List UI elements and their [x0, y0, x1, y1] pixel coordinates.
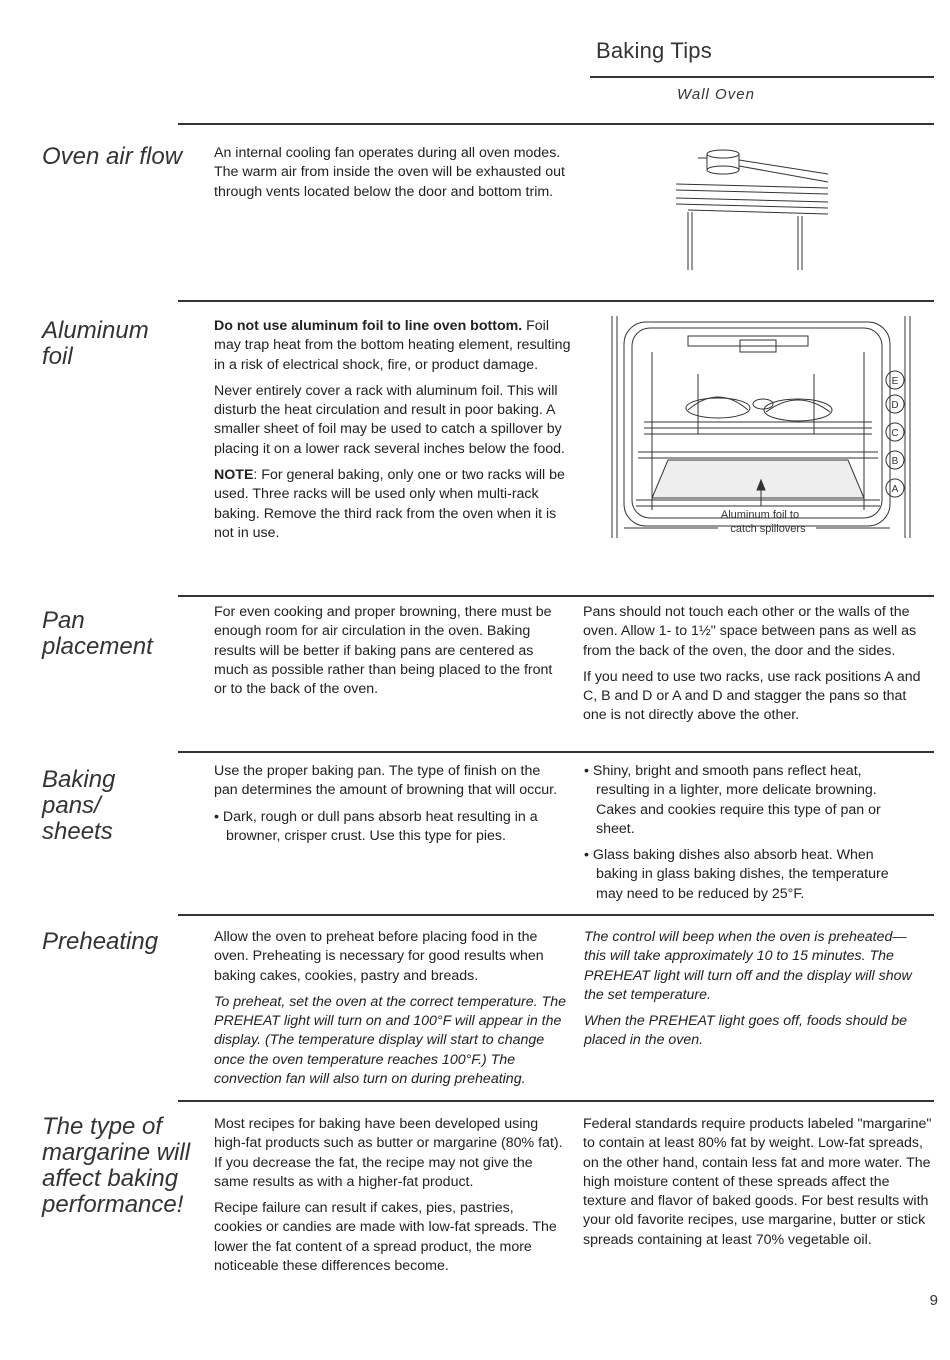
heading-line: Pan: [42, 607, 85, 634]
section-divider: [178, 914, 934, 916]
foil-warning: Do not use aluminum foil to line oven bottom.: [214, 318, 523, 334]
pan-racks-paragraph: If you need to use two racks, use rack positions A and C, B and D or A and D and stagger the pans so that one is not directly above the other.: [583, 668, 921, 724]
heading-line: foil: [42, 343, 73, 370]
oven-racks-illustration: [608, 314, 914, 540]
page-title: Baking Tips: [596, 38, 712, 63]
rack-label-b: B: [891, 456, 899, 467]
heading-line: sheets: [42, 818, 113, 845]
section-divider: [178, 595, 934, 597]
section-divider: [178, 1100, 934, 1102]
margarine-paragraph-2: Recipe failure can result if cakes, pies, pastries, cookies or candies are made with low-fat spreads. The lower the fat content of a spread product, the more noticeable these differences become.: [214, 1200, 557, 1275]
section-heading-pan-placement: [42, 608, 153, 660]
rack-label-a: A: [891, 484, 899, 495]
heading-line: affect baking: [42, 1165, 179, 1192]
rack-label-d: D: [891, 400, 899, 411]
section-heading-preheating: Preheating: [42, 928, 159, 955]
note-text: : For general baking, only one or two racks will be used. Three racks will be used only when multi-rack baking. Remove the third rack from the oven when it is not in use.: [214, 467, 565, 541]
pans-text-right: [584, 762, 914, 911]
figure-caption-line-1: Aluminum foil to: [720, 509, 800, 521]
section-divider: [178, 300, 934, 302]
pans-bullet-shiny: • Shiny, bright and smooth pans reflect heat, resulting in a lighter, more delicate browning. Cakes and cookies require this type of pan or sheet.: [584, 763, 881, 837]
preheat-instructions: To preheat, set the oven at the correct temperature. The PREHEAT light will turn on and 100°F will appear in the display. (The temperature display will start to change once the oven temperature reaches 100°F.) The convection fan will also turn on during preheating.: [214, 993, 566, 1088]
pan-text-right: [583, 603, 931, 733]
section-heading-margarine: [42, 1114, 190, 1218]
pan-text-left: [214, 603, 564, 706]
preheat-text-right: [584, 928, 918, 1058]
preheat-paragraph: Allow the oven to preheat before placing food in the oven. Preheating is necessary for good results when baking cakes, cookies, pastry and breads.: [214, 929, 544, 984]
pans-text-left: [214, 762, 566, 853]
pan-paragraph: For even cooking and proper browning, there must be enough room for air circulation in the oven. Baking results will be better if baking pans are centered as much as possible rather than being placed to the front or to the back of the oven.: [214, 604, 553, 698]
pans-bullet-dark: • Dark, rough or dull pans absorb heat resulting in a browner, crisper crust. Use this type for pies.: [214, 808, 538, 844]
heading-line: The type of: [42, 1113, 163, 1140]
rack-label-e: E: [891, 376, 899, 387]
foil-warning-detail: Foil may trap heat from the bottom heating element, resulting in a risk of electrical shock, fire, or product damage.: [214, 318, 571, 373]
rack-label-c: C: [891, 428, 899, 439]
heading-line: Aluminum: [42, 317, 149, 344]
pans-paragraph: Use the proper baking pan. The type of finish on the pan determines the amount of browning that will occur.: [214, 763, 558, 799]
pan-spacing-paragraph: Pans should not touch each other or the walls of the oven. Allow 1- to 1½" space between pans as well as from the back of the oven, the door and the sides.: [583, 604, 917, 659]
margarine-text-left: [214, 1115, 564, 1283]
section-heading-baking-pans: [42, 767, 115, 845]
foil-text: [214, 317, 576, 550]
margarine-text-right: [583, 1115, 933, 1257]
heading-line: margarine will: [42, 1139, 191, 1166]
preheat-text-left: [214, 928, 566, 1096]
pans-bullet-glass: • Glass baking dishes also absorb heat. When baking in glass baking dishes, the temperature may need to be reduced by 25°F.: [584, 847, 889, 902]
foil-note: [214, 466, 576, 543]
section-divider: [178, 123, 934, 125]
title-divider: [590, 76, 934, 78]
figure-caption-line-2: catch spillovers: [730, 523, 806, 535]
preheat-light-paragraph: When the PREHEAT light goes off, foods should be placed in the oven.: [584, 1013, 908, 1049]
page-number: 9: [929, 1292, 938, 1309]
heading-line: Baking: [42, 766, 116, 793]
section-heading-aluminum-foil: [42, 318, 149, 370]
preheat-beep-paragraph: The control will beep when the oven is preheated—this will take approximately 10 to 15 minutes. The PREHEAT light will turn off and the display will show the set temperature.: [584, 929, 912, 1003]
airflow-text: [214, 144, 574, 209]
note-label: NOTE: [214, 467, 254, 484]
airflow-paragraph: An internal cooling fan operates during all oven modes. The warm air from inside the oven will be exhausted out through vents located below the door and bottom trim.: [214, 145, 565, 200]
oven-vent-illustration: [668, 140, 838, 275]
section-divider: [178, 751, 934, 753]
heading-line: pans/: [42, 792, 101, 819]
section-heading-oven-air-flow: Oven air flow: [42, 143, 183, 170]
margarine-paragraph-1: Most recipes for baking have been developed using high-fat products such as butter or margarine (80% fat). If you decrease the fat, the recipe may not give the same results as with a higher-fat product.: [214, 1116, 563, 1190]
heading-line: performance!: [42, 1191, 184, 1218]
foil-paragraph-1: [214, 317, 576, 375]
page-subtitle: Wall Oven: [677, 86, 755, 103]
margarine-standards-paragraph: Federal standards require products labeled "margarine" to contain at least 80% fat by weight. Low-fat spreads, on the other hand, contain less fat and more water. The high moisture content of these spreads affect the texture and flavor of baked goods. For best results with your old favorite recipes, use margarine, butter or stick spreads containing at least 70% vegetable oil.: [583, 1116, 932, 1248]
heading-line: placement: [42, 633, 153, 660]
foil-paragraph-2: Never entirely cover a rack with aluminum foil. This will disturb the heat circulation and result in poor baking. A smaller sheet of foil may be used to catch a spillover by placing it on a lower rack several inches below the food.: [214, 382, 565, 457]
